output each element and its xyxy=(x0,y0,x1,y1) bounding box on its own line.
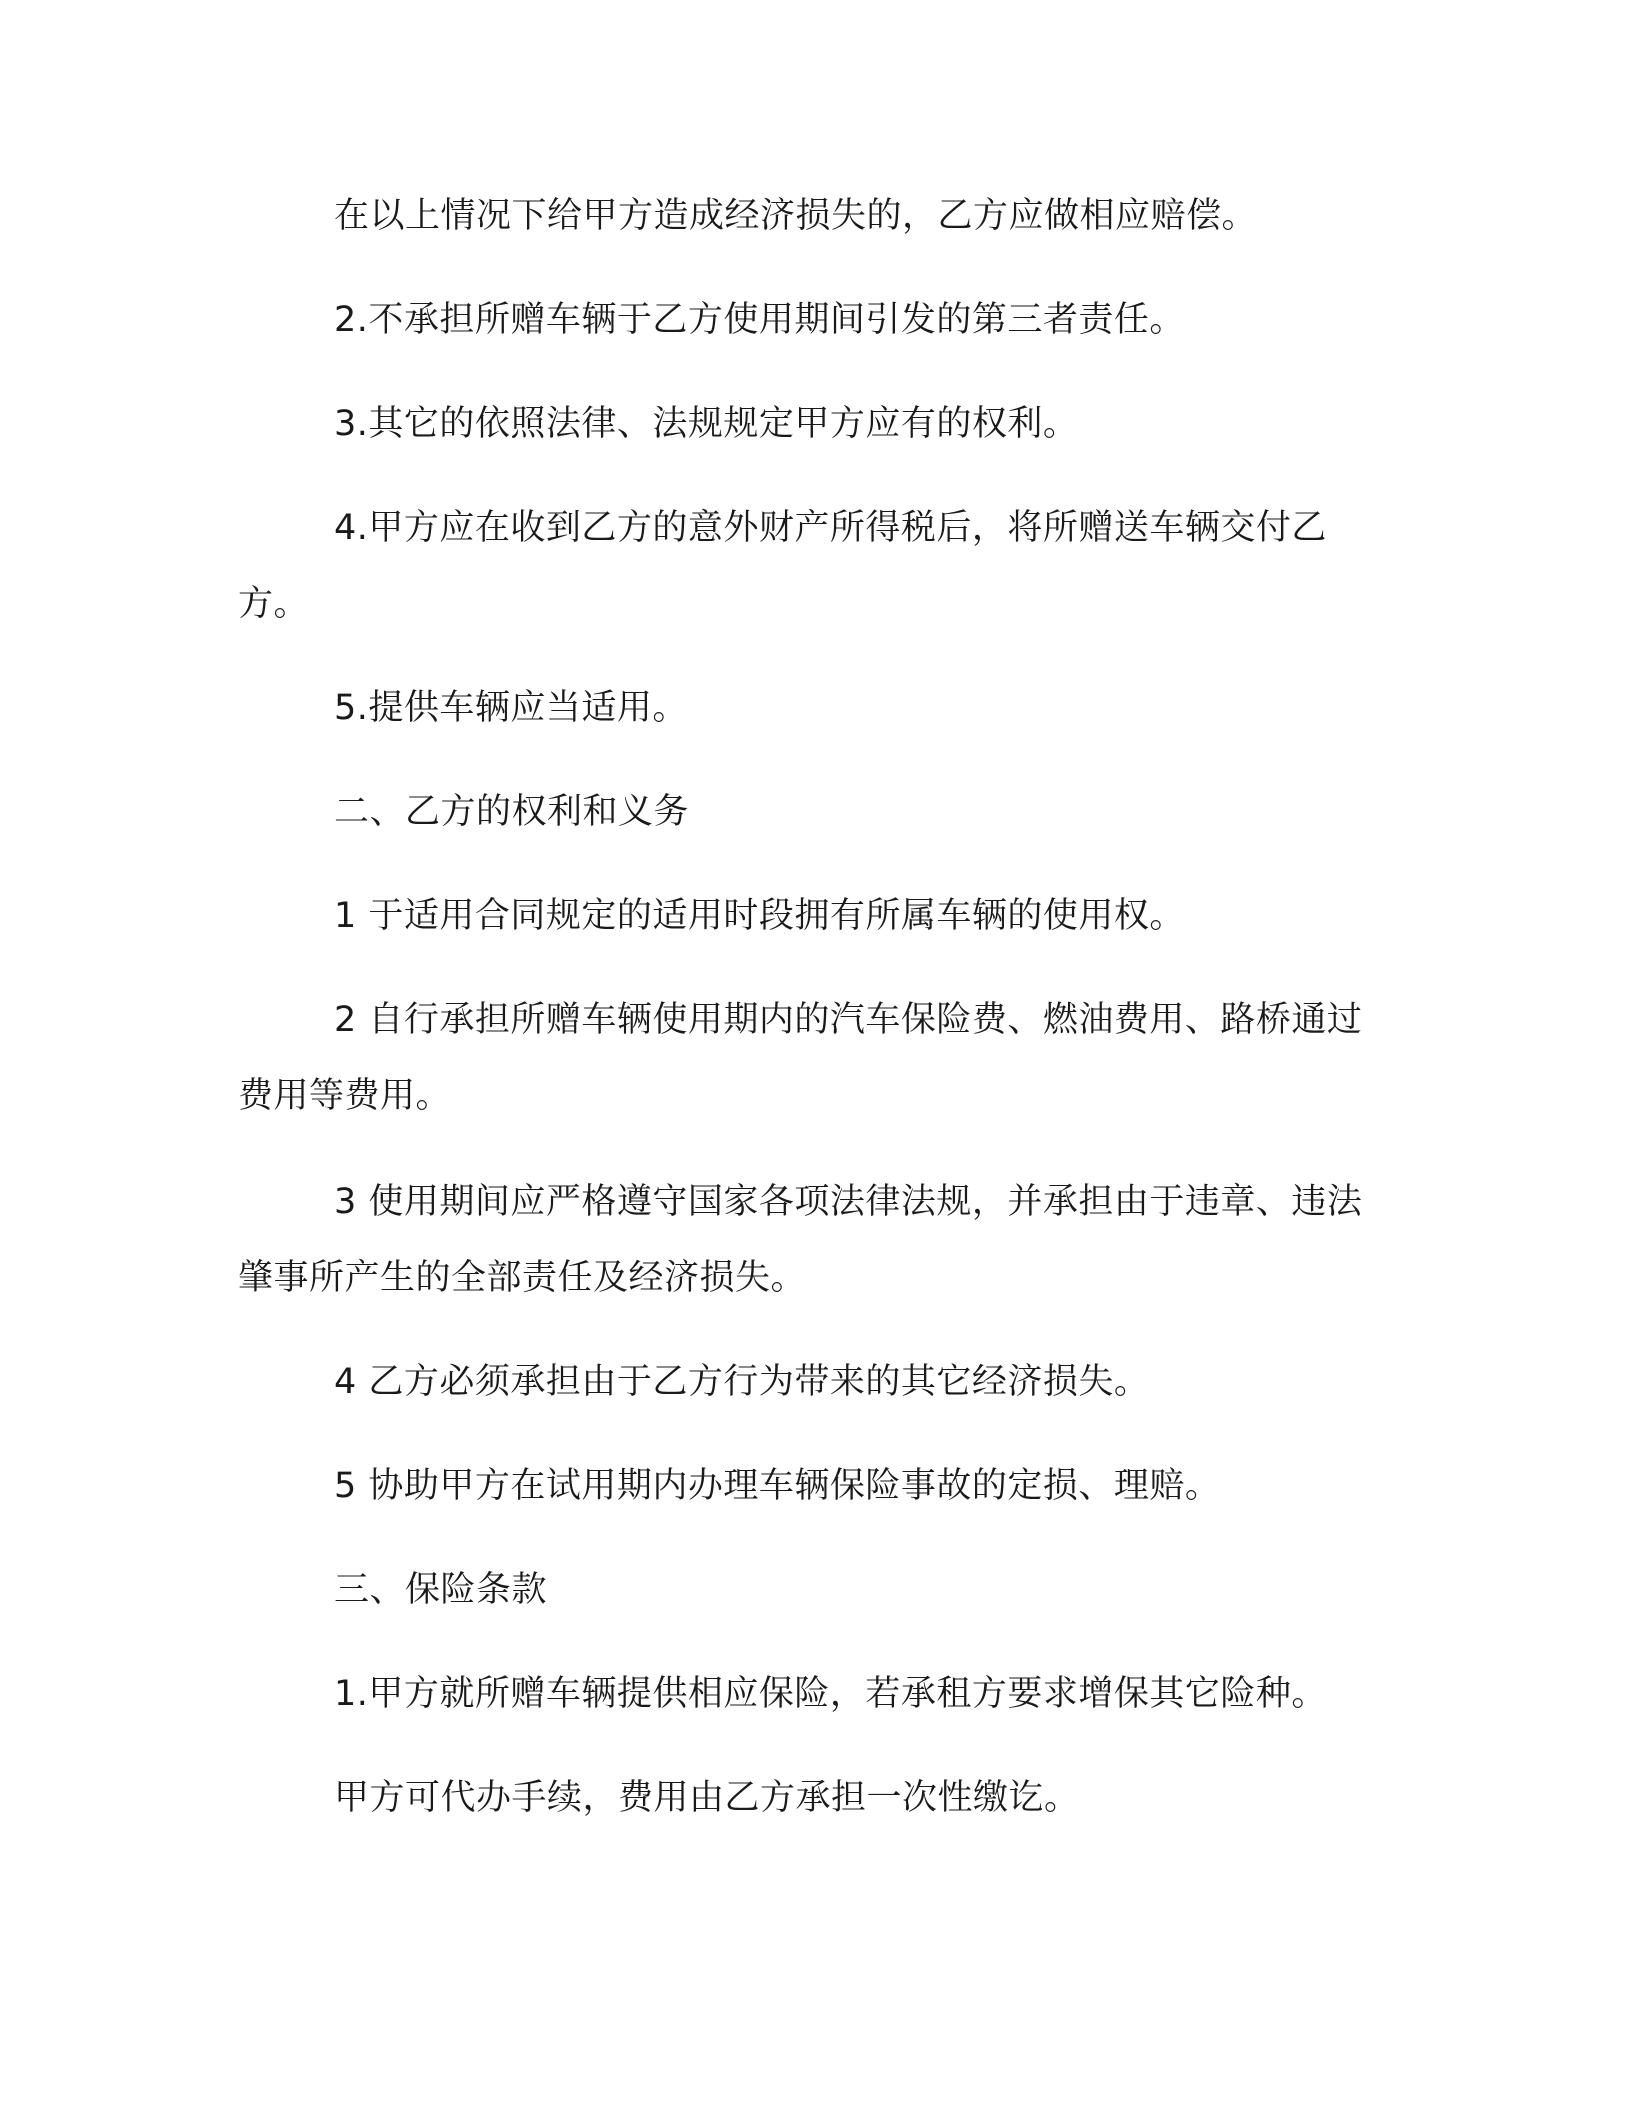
paragraph-1: 在以上情况下给甲方造成经济损失的，乙方应做相应赔偿。 xyxy=(334,196,1258,236)
paragraph-2: 2.不承担所赠车辆于乙方使用期间引发的第三者责任。 xyxy=(334,300,1185,340)
section-heading-2: 二、乙方的权利和义务 xyxy=(334,792,690,832)
paragraph-8: 3 使用期间应严格遵守国家各项法律法规，并承担由于违章、违法肇事所产生的全部责任及经济损失。 xyxy=(238,1182,1363,1298)
paragraph-12: 甲方可代办手续，费用由乙方承担一次性缴讫。 xyxy=(334,1778,1080,1818)
paragraph-10: 5 协助甲方在试用期内办理车辆保险事故的定损、理赔。 xyxy=(334,1466,1221,1506)
paragraph-4: 4.甲方应在收到乙方的意外财产所得税后，将所赠送车辆交付乙方。 xyxy=(238,508,1327,624)
paragraph-11: 1.甲方就所赠车辆提供相应保险，若承租方要求增保其它险种。 xyxy=(334,1674,1327,1714)
paragraph-9: 4 乙方必须承担由于乙方行为带来的其它经济损失。 xyxy=(334,1362,1150,1402)
paragraph-3: 3.其它的依照法律、法规规定甲方应有的权利。 xyxy=(334,404,1079,444)
section-heading-3: 三、保险条款 xyxy=(334,1570,548,1610)
paragraph-6: 1 于适用合同规定的适用时段拥有所属车辆的使用权。 xyxy=(334,896,1185,936)
paragraph-7: 2 自行承担所赠车辆使用期内的汽车保险费、燃油费用、路桥通过费用等费用。 xyxy=(238,1000,1363,1116)
paragraph-5: 5.提供车辆应当适用。 xyxy=(334,688,688,728)
